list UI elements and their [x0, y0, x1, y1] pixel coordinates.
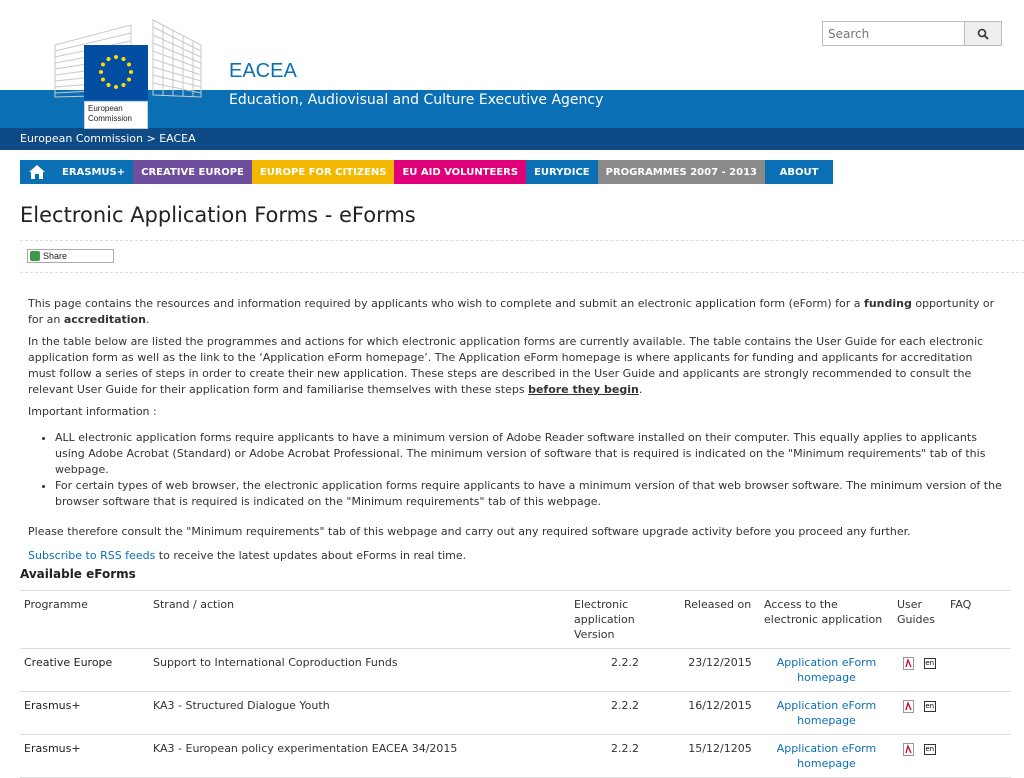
- intro-paragraph: [28, 296, 1003, 328]
- search-input[interactable]: [823, 22, 964, 45]
- main-nav: [20, 160, 833, 184]
- divider: [20, 272, 1024, 273]
- pdf-icon[interactable]: [903, 657, 914, 670]
- consult-paragraph: Please therefore consult the "Minimum requirements" tab of this webpage and carry out any required software upgrade activity before you proceed any further.: [28, 525, 911, 538]
- programme-cell: Erasmus+: [20, 735, 149, 778]
- nav-home[interactable]: [20, 160, 54, 184]
- user-guides-cell: [893, 692, 946, 735]
- strand-cell: Support to International Coproduction Funds: [149, 649, 570, 692]
- search-icon: [977, 28, 989, 40]
- site-header: [0, 0, 1024, 150]
- search-box: [822, 21, 1002, 46]
- table-explanation: [28, 334, 1003, 398]
- table-row: [20, 649, 1011, 692]
- programme-cell: Erasmus+: [20, 692, 149, 735]
- released-cell: 15/12/1205: [680, 735, 760, 778]
- column-header: Access to the electronic application: [760, 591, 893, 649]
- pdf-icon[interactable]: [903, 743, 914, 756]
- column-header: Programme: [20, 591, 149, 649]
- version-cell: 2.2.2: [570, 735, 680, 778]
- intro-content: [28, 296, 1003, 570]
- column-header: Released on: [680, 591, 760, 649]
- home-icon: [28, 164, 46, 180]
- english-guide-icon[interactable]: en: [925, 701, 935, 710]
- share-button[interactable]: [27, 249, 114, 263]
- rss-link[interactable]: Subscribe to RSS feeds: [28, 549, 156, 562]
- programme-cell: Creative Europe: [20, 649, 149, 692]
- column-header: Electronic application Version: [570, 591, 680, 649]
- nav-erasmus[interactable]: ERASMUS+: [54, 160, 133, 184]
- table-row: [20, 735, 1011, 778]
- application-homepage-link[interactable]: Application eForm homepage: [760, 735, 893, 778]
- eforms-table: [20, 590, 1011, 778]
- nav-eurydice[interactable]: EURYDICE: [526, 160, 598, 184]
- agency-name: Education, Audiovisual and Culture Executive Agency: [229, 92, 604, 108]
- list-item: • For certain types of web browser, the electronic application forms require applicants to have a minimum version of that web browser software. The minimum version of the browser software that is required is indicated on the "Minimum requirements" tab of this webpage.: [55, 478, 1003, 510]
- available-eforms-heading: Available eForms: [20, 567, 136, 581]
- text: This page contains the resources and information required by applicants who wish to complete and submit an electronic application form (eForm) for a: [28, 297, 865, 310]
- faq-cell: [946, 649, 1011, 692]
- logo-text: [84, 101, 148, 129]
- text-bold: funding: [864, 297, 912, 310]
- user-guides-cell: [893, 649, 946, 692]
- agency-acronym[interactable]: EACEA: [229, 60, 297, 82]
- text: to receive the latest updates about eForms in real time.: [155, 549, 467, 562]
- text: .: [145, 313, 150, 326]
- share-icon: [30, 251, 40, 261]
- share-label: Share: [43, 251, 68, 261]
- text-bold: accreditation: [63, 313, 146, 326]
- version-cell: 2.2.2: [570, 649, 680, 692]
- european-commission-logo[interactable]: [53, 15, 203, 123]
- english-guide-icon[interactable]: en: [925, 658, 935, 667]
- text-bold-underline: before they begin: [528, 383, 639, 396]
- text: .: [638, 383, 643, 396]
- version-cell: 2.2.2: [570, 692, 680, 735]
- breadcrumb[interactable]: European Commission > EACEA: [20, 132, 196, 145]
- pdf-icon[interactable]: [903, 700, 914, 713]
- important-label: Important information :: [28, 405, 157, 418]
- nav-eu-aid-volunteers[interactable]: EU AID VOLUNTEERS: [394, 160, 526, 184]
- page-title: Electronic Application Forms - eForms: [20, 203, 416, 227]
- table-row: [20, 692, 1011, 735]
- rss-paragraph: [28, 548, 1003, 564]
- column-header: Strand / action: [149, 591, 570, 649]
- nav-programmes-2007-2013[interactable]: PROGRAMMES 2007 - 2013: [598, 160, 765, 184]
- released-cell: 16/12/2015: [680, 692, 760, 735]
- strand-cell: KA3 - Structured Dialogue Youth: [149, 692, 570, 735]
- nav-about[interactable]: ABOUT: [765, 160, 833, 184]
- eu-flag-icon: [84, 45, 148, 100]
- column-header: FAQ: [946, 591, 1011, 649]
- released-cell: 23/12/2015: [680, 649, 760, 692]
- list-item: • ALL electronic application forms require applicants to have a minimum version of Adobe Reader software installed on their computer. This equally applies to applicants using Adobe Acrobat (Standard) or Adobe Acrobat Professional. The minimum version of software that is required is indicated on the "Minimum requirements" tab of this webpage.: [55, 430, 1003, 478]
- nav-europe-for-citizens[interactable]: EUROPE FOR CITIZENS: [252, 160, 395, 184]
- faq-cell: [946, 692, 1011, 735]
- strand-cell: KA3 - European policy experimentation EACEA 34/2015: [149, 735, 570, 778]
- application-homepage-link[interactable]: Application eForm homepage: [760, 649, 893, 692]
- divider: [20, 240, 1024, 241]
- table-header: [20, 591, 1011, 649]
- logo-line-1: European: [88, 104, 123, 113]
- application-homepage-link[interactable]: Application eForm homepage: [760, 692, 893, 735]
- text: opportunity or for an: [28, 297, 995, 326]
- faq-cell: [946, 735, 1011, 778]
- search-button[interactable]: [964, 22, 1001, 45]
- requirements-list: [55, 430, 1003, 510]
- user-guides-cell: [893, 735, 946, 778]
- english-guide-icon[interactable]: en: [925, 744, 935, 753]
- nav-creative-europe[interactable]: CREATIVE EUROPE: [133, 160, 252, 184]
- text: In the table below are listed the programmes and actions for which electronic application forms are currently available. The table contains the User Guide for each electronic application form as well as the link to the ‘Application eForm homepage’. The Application eForm homepage is where applicants for funding and applicants for accreditation must follow a series of steps in order to create their new application. These steps are described in the User Guide and applicants are strongly recommended to consult the relevant User Guide for their application form and familiarise themselves with these steps: [28, 335, 984, 396]
- column-header: User Guides: [893, 591, 946, 649]
- logo-line-2: Commission: [88, 114, 133, 123]
